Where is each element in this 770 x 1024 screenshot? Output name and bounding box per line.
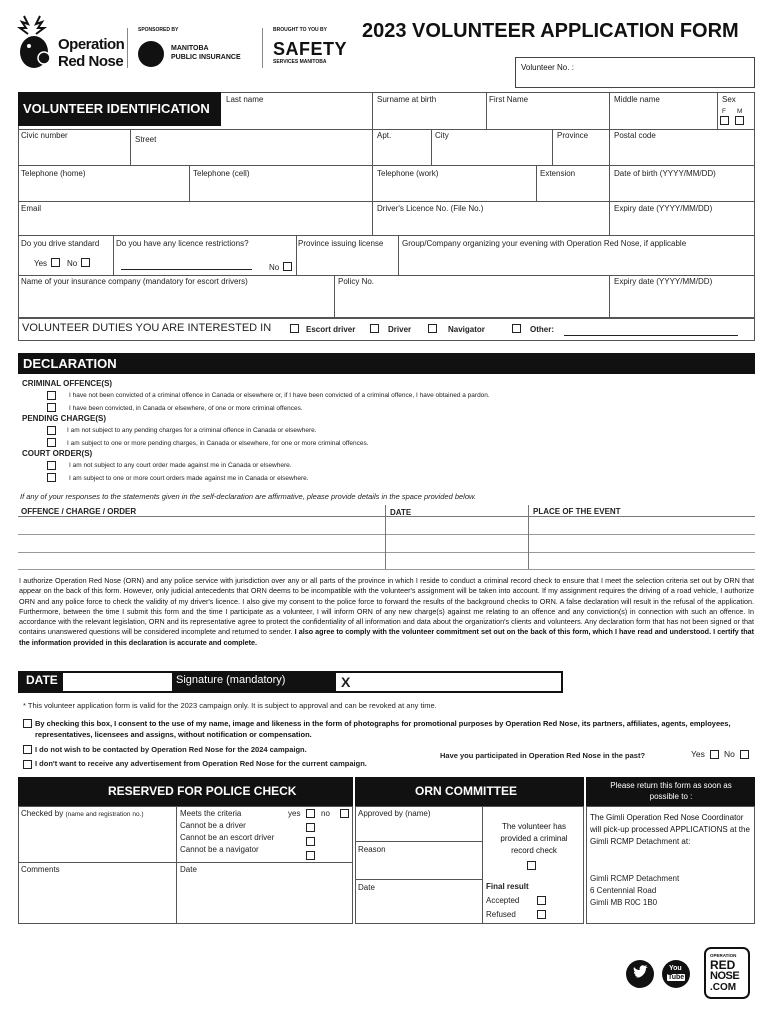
city-label: City: [435, 131, 449, 140]
navigator-checkbox[interactable]: [428, 324, 437, 333]
authorization-paragraph: I authorize Operation Red Nose (ORN) and any police service with jurisdiction over any or all parts of the province in which I reside to conduct a criminal record check to ensure that I meet the selection criteria set out by ORN that appear on the back of this form. However, only judicial antecedents that ORN deems to be incompatible with the volunteer's assignment will be taken into account. If my assignment requires the driving of a road vehicle, I authorize ORN and any police force to check the validity of my driver's licence. I also give my consent to the police force to forward the results of the background checks to ORN. A false declaration will result in the refusal of the application. Furthermore, between the time I submit this form and the time I participate as a volunteer, I will inform ORN of any new charge(s) against me relating to an offence and any conviction(s) in connection with such an offence. In accordance with the relevant legislation, ORN and its representative agree to protect the confidentiality of all information and data about the organization's clients and volunteers. Any declaration form that has not been signed or that contains unanswered questions will be considered incomplete and returned to sender. I also agree to comply with the volunteer commitment set out on the back of this form, which I have read and understood. I certify that the information provided in this declaration is accurate and complete.: [19, 576, 755, 647]
cannot-escort-label: Cannot be an escort driver: [180, 833, 275, 842]
return-address-1: Gimli RCMP Detachment: [590, 874, 680, 883]
court-1-text: I am not subject to any court order made against me in Canada or elsewhere.: [69, 462, 292, 469]
committee-heading: ORN COMMITTEE: [355, 777, 584, 806]
accepted-label: Accepted: [486, 896, 520, 905]
restrictions-no-label: No: [269, 263, 280, 272]
other-label: Other:: [530, 325, 554, 334]
accepted-checkbox[interactable]: [537, 896, 546, 905]
apt-label: Apt.: [377, 131, 392, 140]
court-2-checkbox[interactable]: [47, 473, 56, 482]
reindeer-logo-icon: [14, 12, 62, 74]
sex-f-checkbox[interactable]: [720, 116, 729, 125]
date-field[interactable]: [63, 673, 172, 691]
other-checkbox[interactable]: [512, 324, 521, 333]
drive-standard-yes-checkbox[interactable]: [51, 258, 60, 267]
return-heading: Please return this form as soon as possible to :: [586, 777, 755, 806]
return-address-2: 6 Centennial Road: [590, 886, 657, 895]
mpi-logo-icon: [138, 41, 164, 67]
consent-checkbox[interactable]: [23, 719, 32, 728]
drive-standard-no-label: No: [67, 259, 78, 268]
pending-heading: PENDING CHARGE(S): [22, 414, 107, 423]
volunteer-no-label: Volunteer No. :: [521, 63, 574, 72]
group-company-label: Group/Company organizing your evening with Operation Red Nose, if applicable: [402, 239, 687, 248]
youtube-icon[interactable]: You Tube: [662, 960, 690, 988]
criminal-2-text: I have been convicted, in Canada or elsewhere, of one or more criminal offences.: [69, 405, 303, 412]
committee-date-label: Date: [358, 883, 375, 892]
sex-m-label: M: [737, 108, 743, 115]
court-1-checkbox[interactable]: [47, 461, 56, 470]
sex-f-label: F: [722, 108, 726, 115]
licence-no-label: Driver's Licence No. (File No.): [377, 204, 484, 213]
cannot-navigator-checkbox[interactable]: [306, 851, 315, 860]
org-name-line2: Red Nose: [58, 53, 124, 70]
other-line[interactable]: [564, 335, 738, 336]
email-label: Email: [21, 204, 42, 213]
street-label: Street: [135, 135, 157, 144]
tel-home-label: Telephone (home): [21, 169, 86, 178]
participated-question: Have you participated in Operation Red Nose in the past?: [440, 751, 646, 760]
approved-by-label: Approved by (name): [358, 809, 431, 818]
driver-label: Driver: [388, 325, 412, 334]
police-heading: RESERVED FOR POLICE CHECK: [18, 777, 353, 806]
criminal-heading: CRIMINAL OFFENCE(S): [22, 379, 113, 388]
driver-checkbox[interactable]: [370, 324, 379, 333]
extension-label: Extension: [540, 169, 576, 178]
sponsored-by-label: SPONSORED BY: [138, 27, 179, 33]
drive-standard-no-checkbox[interactable]: [81, 258, 90, 267]
declaration-heading: DECLARATION: [18, 353, 755, 374]
refused-checkbox[interactable]: [537, 910, 546, 919]
page-title: 2023 VOLUNTEER APPLICATION FORM: [362, 20, 739, 42]
signature-x: X: [341, 674, 351, 690]
duties-heading: VOLUNTEER DUTIES YOU ARE INTERESTED IN: [22, 322, 272, 334]
court-2-text: I am subject to one or more court orders made against me in Canada or elsewhere.: [69, 475, 309, 482]
restrictions-line[interactable]: [121, 269, 252, 270]
dob-label: Date of birth (YYYY/MM/DD): [614, 169, 716, 178]
court-heading: COURT ORDER(S): [22, 449, 93, 458]
signature-label: Signature (mandatory): [176, 674, 286, 686]
no-contact-checkbox[interactable]: [23, 745, 32, 754]
meets-no-checkbox[interactable]: [340, 809, 349, 818]
safety-logo: SAFETY: [273, 39, 348, 59]
org-name-line1: Operation: [58, 36, 125, 53]
twitter-icon[interactable]: [626, 960, 654, 988]
expiry-date-label-2: Expiry date (YYYY/MM/DD): [614, 277, 713, 286]
safety-services-label: SERVICES MANITOBA: [273, 59, 327, 65]
pending-1-text: I am not subject to any pending charges for a criminal offence in Canada or elsewhere.: [67, 427, 317, 434]
no-ads-text: I don't want to receive any advertisement from Operation Red Nose for the current campaign.: [35, 759, 367, 768]
expiry-date-label-1: Expiry date (YYYY/MM/DD): [614, 204, 713, 213]
surname-birth-label: Surname at birth: [377, 95, 437, 104]
sponsor-name-line2: PUBLIC INSURANCE: [171, 54, 241, 61]
affirmative-note: If any of your responses to the statements given in the self-declaration are affirmative, please provide details in the space provided below.: [20, 492, 477, 501]
sex-label: Sex: [722, 95, 736, 104]
date-label: DATE: [26, 673, 58, 687]
meets-yes-checkbox[interactable]: [306, 809, 315, 818]
police-date-label: Date: [180, 865, 197, 874]
volunteer-no-field[interactable]: [515, 57, 755, 88]
criminal-1-text: I have not been convicted of a criminal offence in Canada or elsewhere or, if I have been convicted of a criminal offence, I have obtained a pardon.: [69, 392, 490, 399]
sponsor-name-line1: MANITOBA: [171, 45, 209, 52]
participated-no-label: No: [724, 749, 735, 759]
participated-yes-label: Yes: [691, 749, 705, 759]
brought-by-label: BROUGHT TO YOU BY: [273, 27, 327, 33]
checked-by-label: Checked by (name and registration no.): [21, 809, 144, 818]
navigator-label: Navigator: [448, 325, 485, 334]
comments-label: Comments: [21, 865, 60, 874]
signature-field[interactable]: [336, 673, 561, 691]
cannot-driver-checkbox[interactable]: [306, 823, 315, 832]
drive-standard-yes-label: Yes: [34, 259, 48, 268]
restrictions-no-checkbox[interactable]: [283, 262, 292, 271]
tel-cell-label: Telephone (cell): [193, 169, 250, 178]
criminal-check-checkbox[interactable]: [527, 861, 536, 870]
col-place-label: PLACE OF THE EVENT: [533, 507, 621, 516]
criminal-1-checkbox[interactable]: [47, 391, 56, 400]
orn-logo: [14, 12, 124, 78]
police-yes-label: yes: [288, 809, 301, 818]
no-ads-checkbox[interactable]: [23, 760, 32, 769]
col-date-label: DATE: [390, 508, 412, 517]
participated-yes-checkbox[interactable]: [710, 750, 719, 759]
pending-1-checkbox[interactable]: [47, 426, 56, 435]
province-issuing-label: Province issuing license: [298, 239, 384, 248]
consent-text: By checking this box, I consent to the use of my name, image and likeness in the form of photographs for promotional purposes by Operation Red Nose, its partners, affiliates, agents, employees, representatives, licensees and assigns, without notification or compensation.: [35, 719, 731, 739]
brought-block: [273, 27, 353, 71]
last-name-label: Last name: [226, 95, 264, 104]
first-name-label: First Name: [489, 95, 529, 104]
sex-m-checkbox[interactable]: [735, 116, 744, 125]
civic-number-label: Civic number: [21, 131, 68, 140]
insurance-label: Name of your insurance company (mandatory for escort drivers): [21, 277, 248, 286]
pending-2-text: I am subject to one or more pending charges, in Canada or elsewhere, for one or more criminal offences.: [67, 440, 369, 447]
no-contact-text: I do not wish to be contacted by Operation Red Nose for the 2024 campaign.: [35, 745, 307, 754]
participated-no-checkbox[interactable]: [740, 750, 749, 759]
escort-driver-label: Escort driver: [306, 325, 356, 334]
province-label: Province: [557, 131, 589, 140]
criminal-check-text: The volunteer has provided a criminal record check: [500, 822, 568, 855]
return-address-3: Gimli MB R0C 1B0: [590, 898, 658, 907]
escort-driver-checkbox[interactable]: [290, 324, 299, 333]
meets-criteria-label: Meets the criteria: [180, 809, 242, 818]
return-text: The Gimli Operation Red Nose Coordinator will pick-up processed APPLICATIONS at the Gimli RCMP Detachment at:: [590, 813, 750, 846]
policy-no-label: Policy No.: [338, 277, 375, 286]
pending-2-checkbox[interactable]: [47, 438, 56, 447]
col-offence-label: OFFENCE / CHARGE / ORDER: [21, 507, 137, 516]
police-no-label: no: [321, 809, 330, 818]
orn-website-badge[interactable]: OPERATION RED NOSE .COM: [704, 947, 750, 999]
tel-work-label: Telephone (work): [377, 169, 439, 178]
sponsor-block: [138, 27, 256, 71]
cannot-escort-checkbox[interactable]: [306, 837, 315, 846]
reason-label: Reason: [358, 845, 386, 854]
identification-heading: VOLUNTEER IDENTIFICATION: [18, 92, 221, 126]
licence-restrictions-label: Do you have any licence restrictions?: [116, 239, 249, 248]
drive-standard-label: Do you drive standard: [21, 239, 100, 248]
postal-code-label: Postal code: [614, 131, 656, 140]
criminal-2-checkbox[interactable]: [47, 403, 56, 412]
valid-note: * This volunteer application form is valid for the 2023 campaign only. It is subject to approval and can be revoked at any time.: [23, 701, 437, 710]
cannot-driver-label: Cannot be a driver: [180, 821, 246, 830]
cannot-navigator-label: Cannot be a navigator: [180, 845, 259, 854]
middle-name-label: Middle name: [614, 95, 660, 104]
final-result-label: Final result: [486, 882, 529, 891]
refused-label: Refused: [486, 910, 516, 919]
